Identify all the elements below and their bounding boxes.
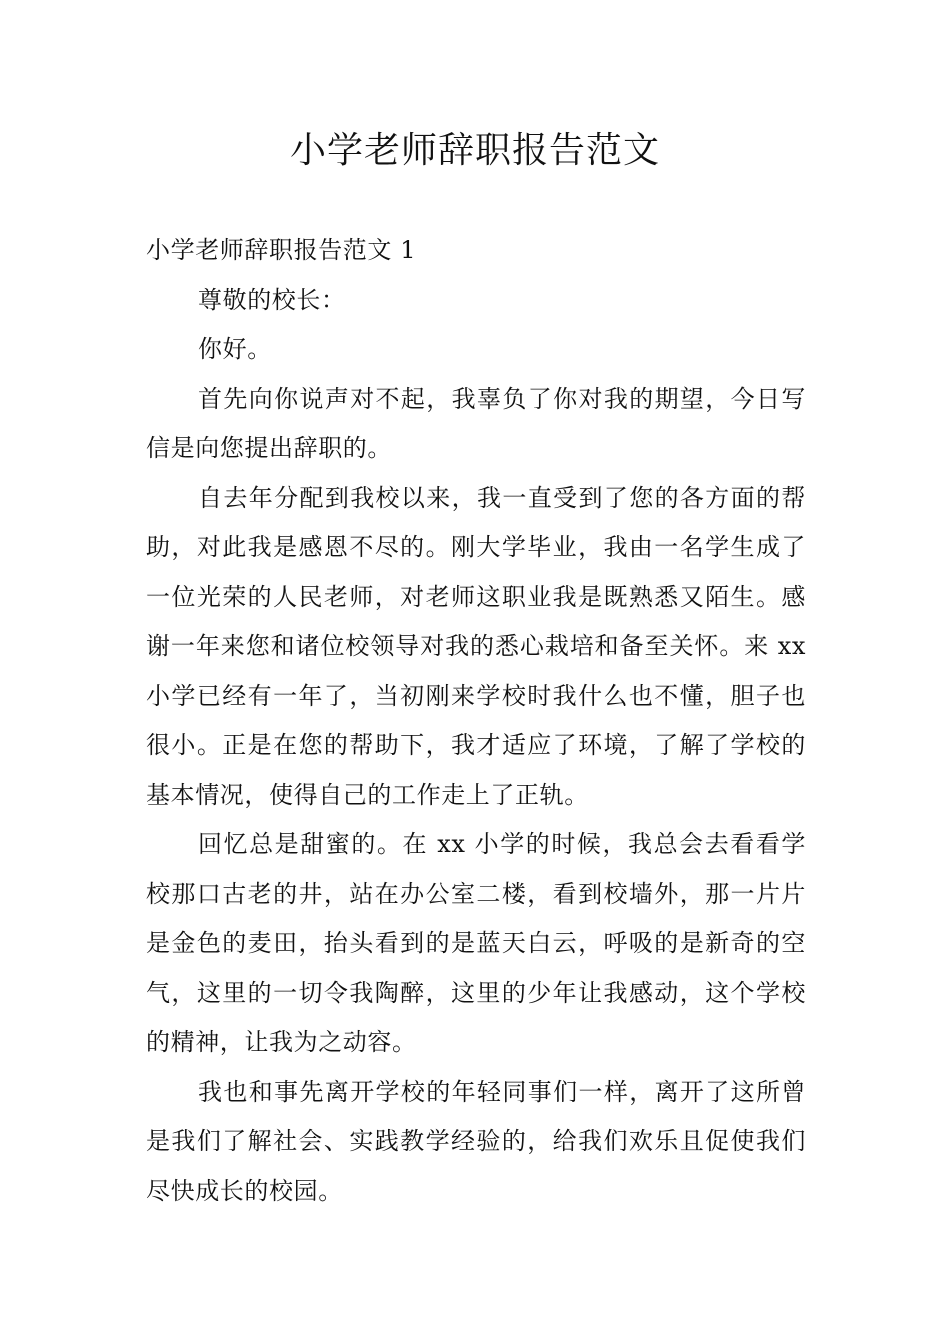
body-paragraph: 回忆总是甜蜜的。在 xx 小学的时候，我总会去看看学校那口古老的井，站在办公室二楼，看到校墙外，那一片片是金色的麦田，抬头看到的是蓝天白云，呼吸的是新奇的空气，这里的一切令我陶醉，这里的少年让我感动，这个学校的精神，让我为之动容。	[146, 830, 806, 1056]
document-body	[146, 226, 806, 1216]
body-paragraph: 首先向你说声对不起，我辜负了你对我的期望，今日写信是向您提出辞职的。	[146, 384, 806, 462]
salutation: 尊敬的校长：	[198, 285, 346, 314]
section-heading: 小学老师辞职报告范文 1	[146, 236, 417, 264]
body-paragraph: 自去年分配到我校以来，我一直受到了您的各方面的帮助，对此我是感恩不尽的。刚大学毕业，我由一名学生成了一位光荣的人民老师，对老师这职业我是既熟悉又陌生。感谢一年来您和诸位校领导对我的悉心栽培和备至关怀。来 xx 小学已经有一年了，当初刚来学校时我什么也不懂，胆子也很小。正是在您的帮助下，我才适应了环境，了解了学校的基本情况，使得自己的工作走上了正轨。	[146, 483, 806, 809]
body-paragraph: 我也和事先离开学校的年轻同事们一样，离开了这所曾是我们了解社会、实践教学经验的，给我们欢乐且促使我们尽快成长的校园。	[146, 1077, 806, 1205]
document-title: 小学老师辞职报告范文	[289, 130, 660, 171]
greeting: 你好。	[198, 335, 272, 363]
